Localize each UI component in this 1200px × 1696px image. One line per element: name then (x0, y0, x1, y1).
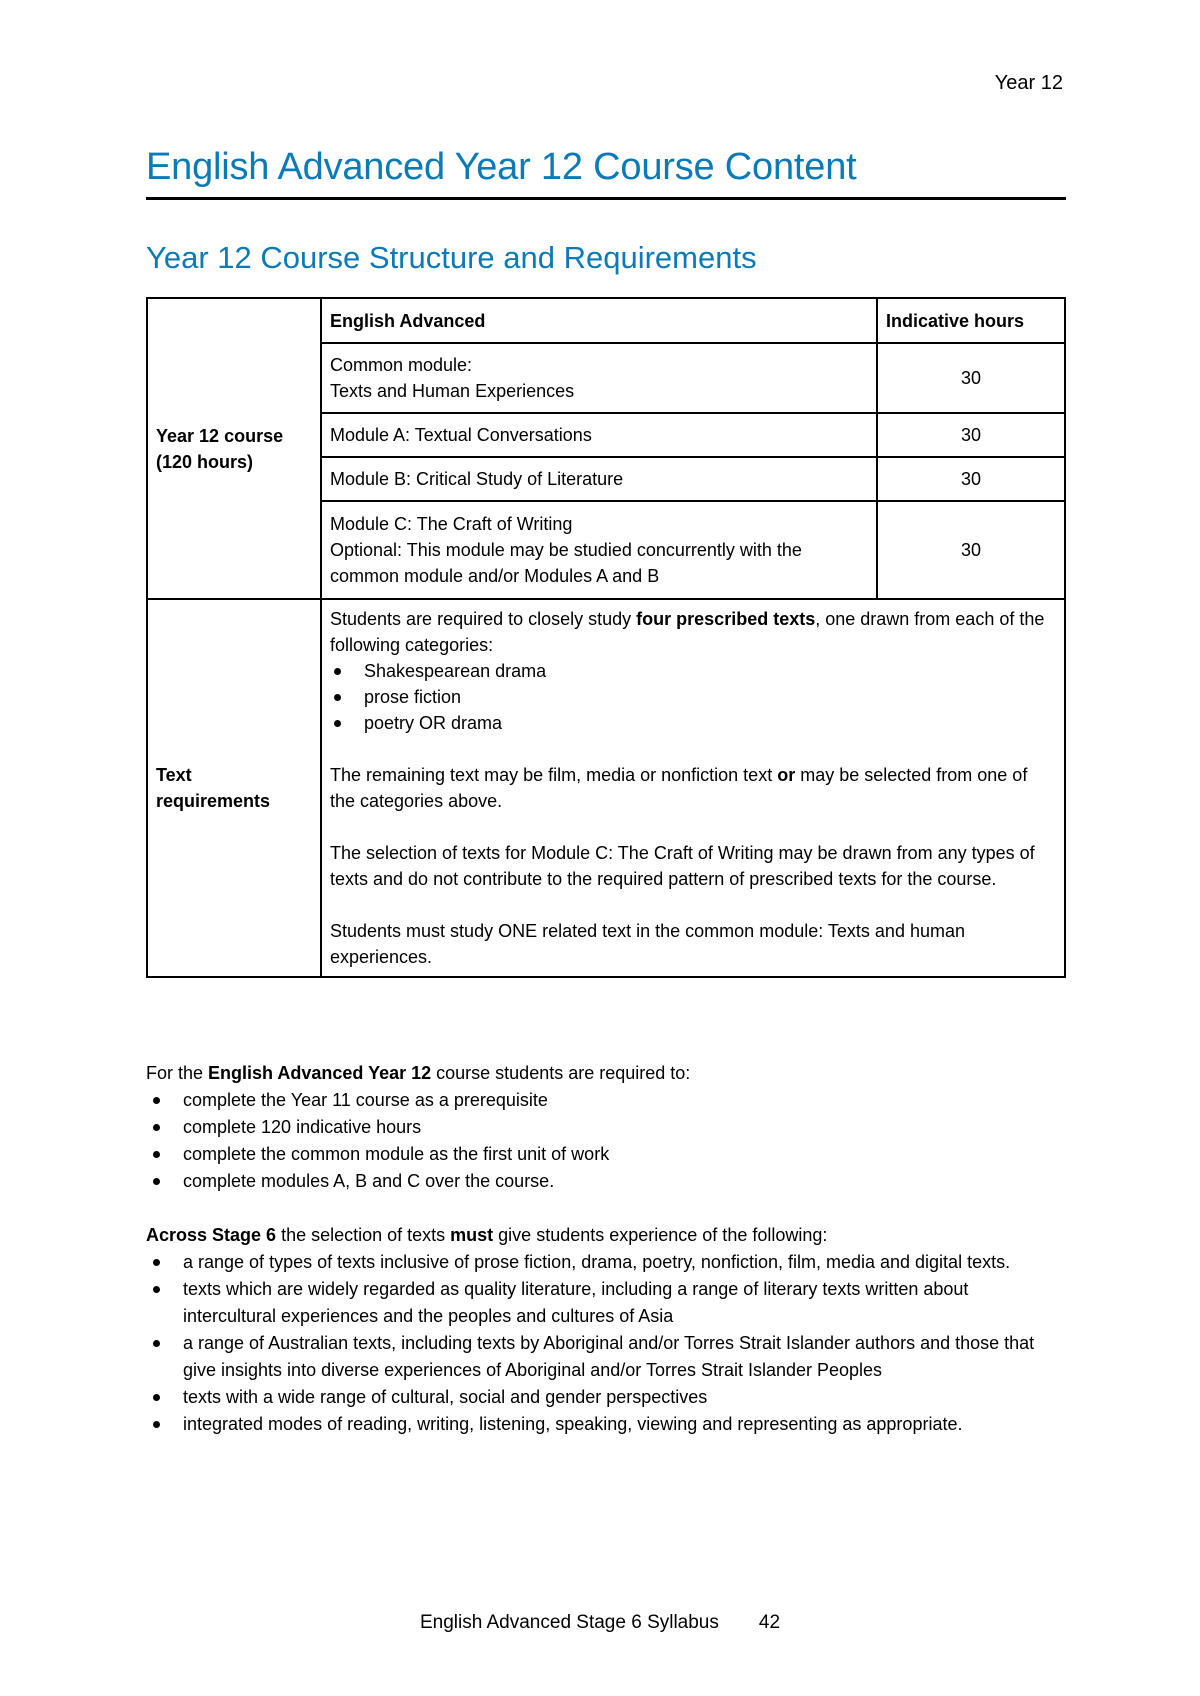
module-name: Module A: Textual Conversations (321, 413, 877, 457)
list-item: complete the common module as the first unit of work (146, 1141, 1066, 1168)
selection-para: The selection of texts for Module C: The Craft of Writing may be drawn from any types of texts and do not contribute to the required pattern of prescribed texts for the course. (330, 843, 1035, 889)
section-heading: Year 12 Course Structure and Requirements (146, 240, 757, 275)
table-row (147, 599, 1065, 977)
module-hours: 30 (877, 413, 1065, 457)
page-number: 42 (758, 1612, 781, 1633)
text-requirements-label-cell (147, 599, 321, 977)
stage6-text: the selection of texts (276, 1225, 451, 1245)
col-header-english-advanced: English Advanced (321, 298, 877, 343)
requirements-intro (146, 1060, 1066, 1087)
year-course-hours: (120 hours) (156, 451, 254, 472)
list-item: Shakespearean drama (330, 658, 1056, 684)
module-hours: 30 (877, 343, 1065, 413)
module-hours: 30 (877, 501, 1065, 599)
module-name: Module C: The Craft of Writing (330, 514, 573, 534)
year-course-label: Year 12 course (156, 425, 284, 446)
running-header: Year 12 (994, 72, 1063, 94)
intro-text: Students are required to closely study (330, 609, 637, 629)
remaining-text: The remaining text may be film, media or nonfiction text (330, 765, 778, 785)
year-course-label-cell (147, 298, 321, 599)
footer-doc-title: English Advanced Stage 6 Syllabus (419, 1612, 719, 1633)
intro-bold: English Advanced Year 12 (208, 1063, 432, 1083)
requirements-list (146, 1087, 1066, 1195)
intro-bold: four prescribed texts (636, 609, 816, 629)
list-item: integrated modes of reading, writing, listening, speaking, viewing and representing as appropriate. (146, 1411, 1066, 1438)
stage6-intro (146, 1222, 1066, 1249)
remaining-text-para (330, 762, 1056, 814)
stage6-requirements (146, 1222, 1066, 1438)
list-item: complete 120 indicative hours (146, 1114, 1066, 1141)
stage6-text-end: give students experience of the following: (493, 1225, 828, 1245)
stage6-bold: Across Stage 6 (146, 1225, 277, 1245)
module-subtitle: Texts and Human Experiences (330, 381, 575, 401)
text-requirements-cell (321, 599, 1065, 977)
intro-text-end: course students are required to: (431, 1063, 691, 1083)
module-name: Common module: (330, 355, 473, 375)
page-footer (0, 1612, 1200, 1634)
list-item: prose fiction (330, 684, 1056, 710)
prescribed-texts-intro (330, 606, 1056, 658)
list-item: texts with a wide range of cultural, social and gender perspectives (146, 1384, 1066, 1411)
course-structure-table (146, 297, 1066, 978)
intro-text-end: , one drawn from each of the following categories: (330, 609, 1045, 655)
text-requirements-label-2: requirements (156, 791, 271, 811)
col-header-indicative-hours: Indicative hours (877, 298, 1065, 343)
list-item: a range of types of texts inclusive of prose fiction, drama, poetry, nonfiction, film, media and digital texts. (146, 1249, 1066, 1276)
module-hours: 30 (877, 457, 1065, 501)
remaining-bold: or (777, 765, 796, 785)
category-list (330, 658, 1056, 736)
list-item: poetry OR drama (330, 710, 1056, 736)
module-cell (321, 501, 877, 599)
list-item: a range of Australian texts, including texts by Aboriginal and/or Torres Strait Islander authors and those that give insights into diverse experiences of Aboriginal and/or Torres Strait Islander Peoples (146, 1330, 1066, 1384)
module-name: Module B: Critical Study of Literature (321, 457, 877, 501)
stage6-must: must (450, 1225, 494, 1245)
related-text-para: Students must study ONE related text in the common module: Texts and human experiences. (330, 921, 965, 967)
list-item: texts which are widely regarded as quality literature, including a range of literary texts written about intercultural experiences and the peoples and cultures of Asia (146, 1276, 1066, 1330)
list-item: complete modules A, B and C over the course. (146, 1168, 1066, 1195)
page-title: English Advanced Year 12 Course Content (146, 146, 1066, 200)
module-cell (321, 343, 877, 413)
stage6-list (146, 1249, 1066, 1438)
list-item: complete the Year 11 course as a prerequisite (146, 1087, 1066, 1114)
module-note: Optional: This module may be studied concurrently with the common module and/or Modules A and B (330, 540, 802, 586)
remaining-text-end: may be selected from one of the categories above. (330, 765, 1028, 811)
text-requirements-label: Text (156, 765, 192, 785)
intro-text: For the (146, 1063, 209, 1083)
course-requirements (146, 1060, 1066, 1195)
